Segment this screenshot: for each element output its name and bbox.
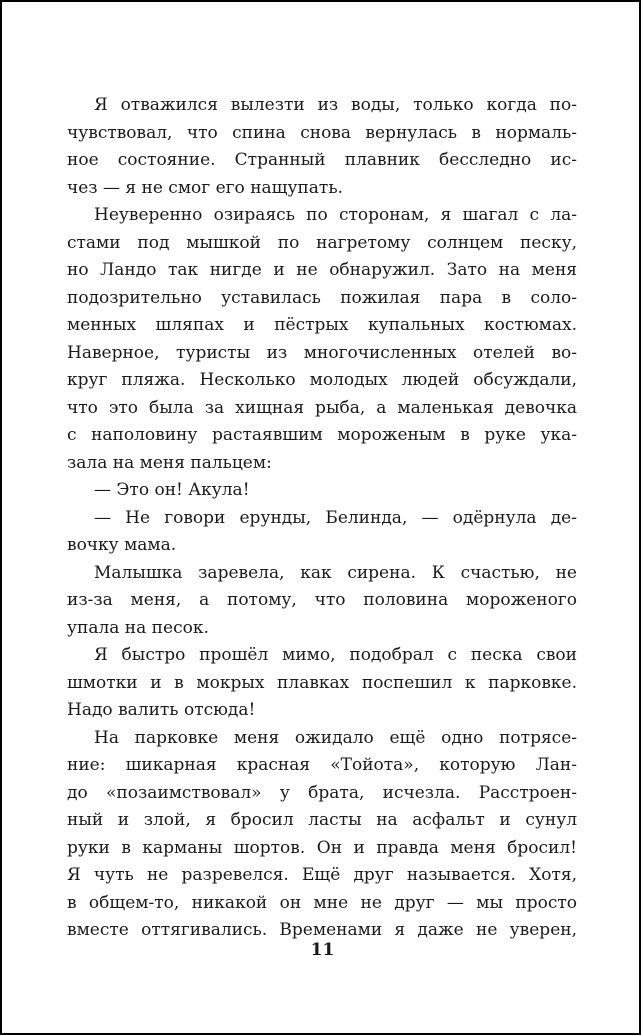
text-line: ное состояние. Странный плавник бесследно ис-: [67, 150, 577, 170]
paragraph: [67, 505, 577, 560]
text-line: круг пляжа. Несколько молодых людей обсуждали,: [67, 370, 577, 390]
text-line: руки в карманы шортов. Он и правда меня бросил!: [67, 837, 577, 858]
text-line: Надо валить отсюда!: [67, 700, 256, 720]
text-line: зала на меня пальцем:: [67, 452, 272, 473]
text-line: но Ландо так нигде и не обнаружил. Зато на меня: [67, 260, 577, 280]
text-line: — Это он! Акула!: [94, 480, 250, 500]
text-line: упала на песок.: [67, 617, 209, 638]
text-line: в общем-то, никакой он мне не друг — мы просто: [67, 892, 577, 913]
text-line: Неуверенно озираясь по сторонам, я шагал с ла-: [94, 205, 577, 225]
paragraph: [67, 477, 577, 505]
paragraph: [67, 92, 577, 202]
text-line: до «позаимствовал» у брата, исчезла. Расстроен-: [67, 782, 577, 803]
text-line: Малышка заревела, как сирена. К счастью, не: [94, 562, 577, 583]
page-number: 11: [310, 940, 335, 960]
text-line: что это была за хищная рыба, а маленькая девочка: [67, 397, 577, 418]
paragraph: [67, 202, 577, 477]
paragraph: [67, 642, 577, 725]
text-line: менных шляпах и пёстрых купальных костюмах.: [67, 315, 577, 335]
body-text: [67, 92, 577, 945]
text-line: подозрительно уставилась пожилая пара в соло-: [67, 287, 577, 308]
text-line: Я отважился вылезти из воды, только когда по-: [94, 95, 577, 115]
text-line: стами под мышкой по нагретому солнцем песку,: [67, 232, 577, 253]
paragraph: [67, 725, 577, 945]
text-line: чувствовал, что спина снова вернулась в нормаль-: [67, 122, 577, 143]
text-line: вместе оттягивались. Временами я даже не уверен,: [67, 920, 577, 940]
text-line: Я чуть не разревелся. Ещё друг называется. Хотя,: [67, 865, 577, 885]
text-line: вочку мама.: [67, 535, 177, 555]
text-line: Наверное, туристы из многочисленных отелей во-: [67, 342, 577, 363]
text-line: — Не говори ерунды, Белинда, — одёрнула де-: [94, 507, 577, 528]
text-line: из-за меня, а потому, что половина мороженого: [67, 590, 577, 610]
text-line: чез — я не смог его нащупать.: [67, 177, 344, 198]
text-line: с наполовину растаявшим мороженым в руке ука-: [67, 425, 577, 445]
paragraph: [67, 560, 577, 643]
text-line: ный и злой, я бросил ласты на асфальт и сунул: [67, 810, 577, 830]
text-line: На парковке меня ожидало ещё одно потрясе-: [94, 727, 577, 748]
text-line: шмотки и в мокрых плавках поспешил к парковке.: [67, 672, 577, 693]
text-line: ние: шикарная красная «Тойота», которую Лан-: [67, 755, 577, 775]
text-line: Я быстро прошёл мимо, подобрал с песка свои: [94, 645, 577, 665]
